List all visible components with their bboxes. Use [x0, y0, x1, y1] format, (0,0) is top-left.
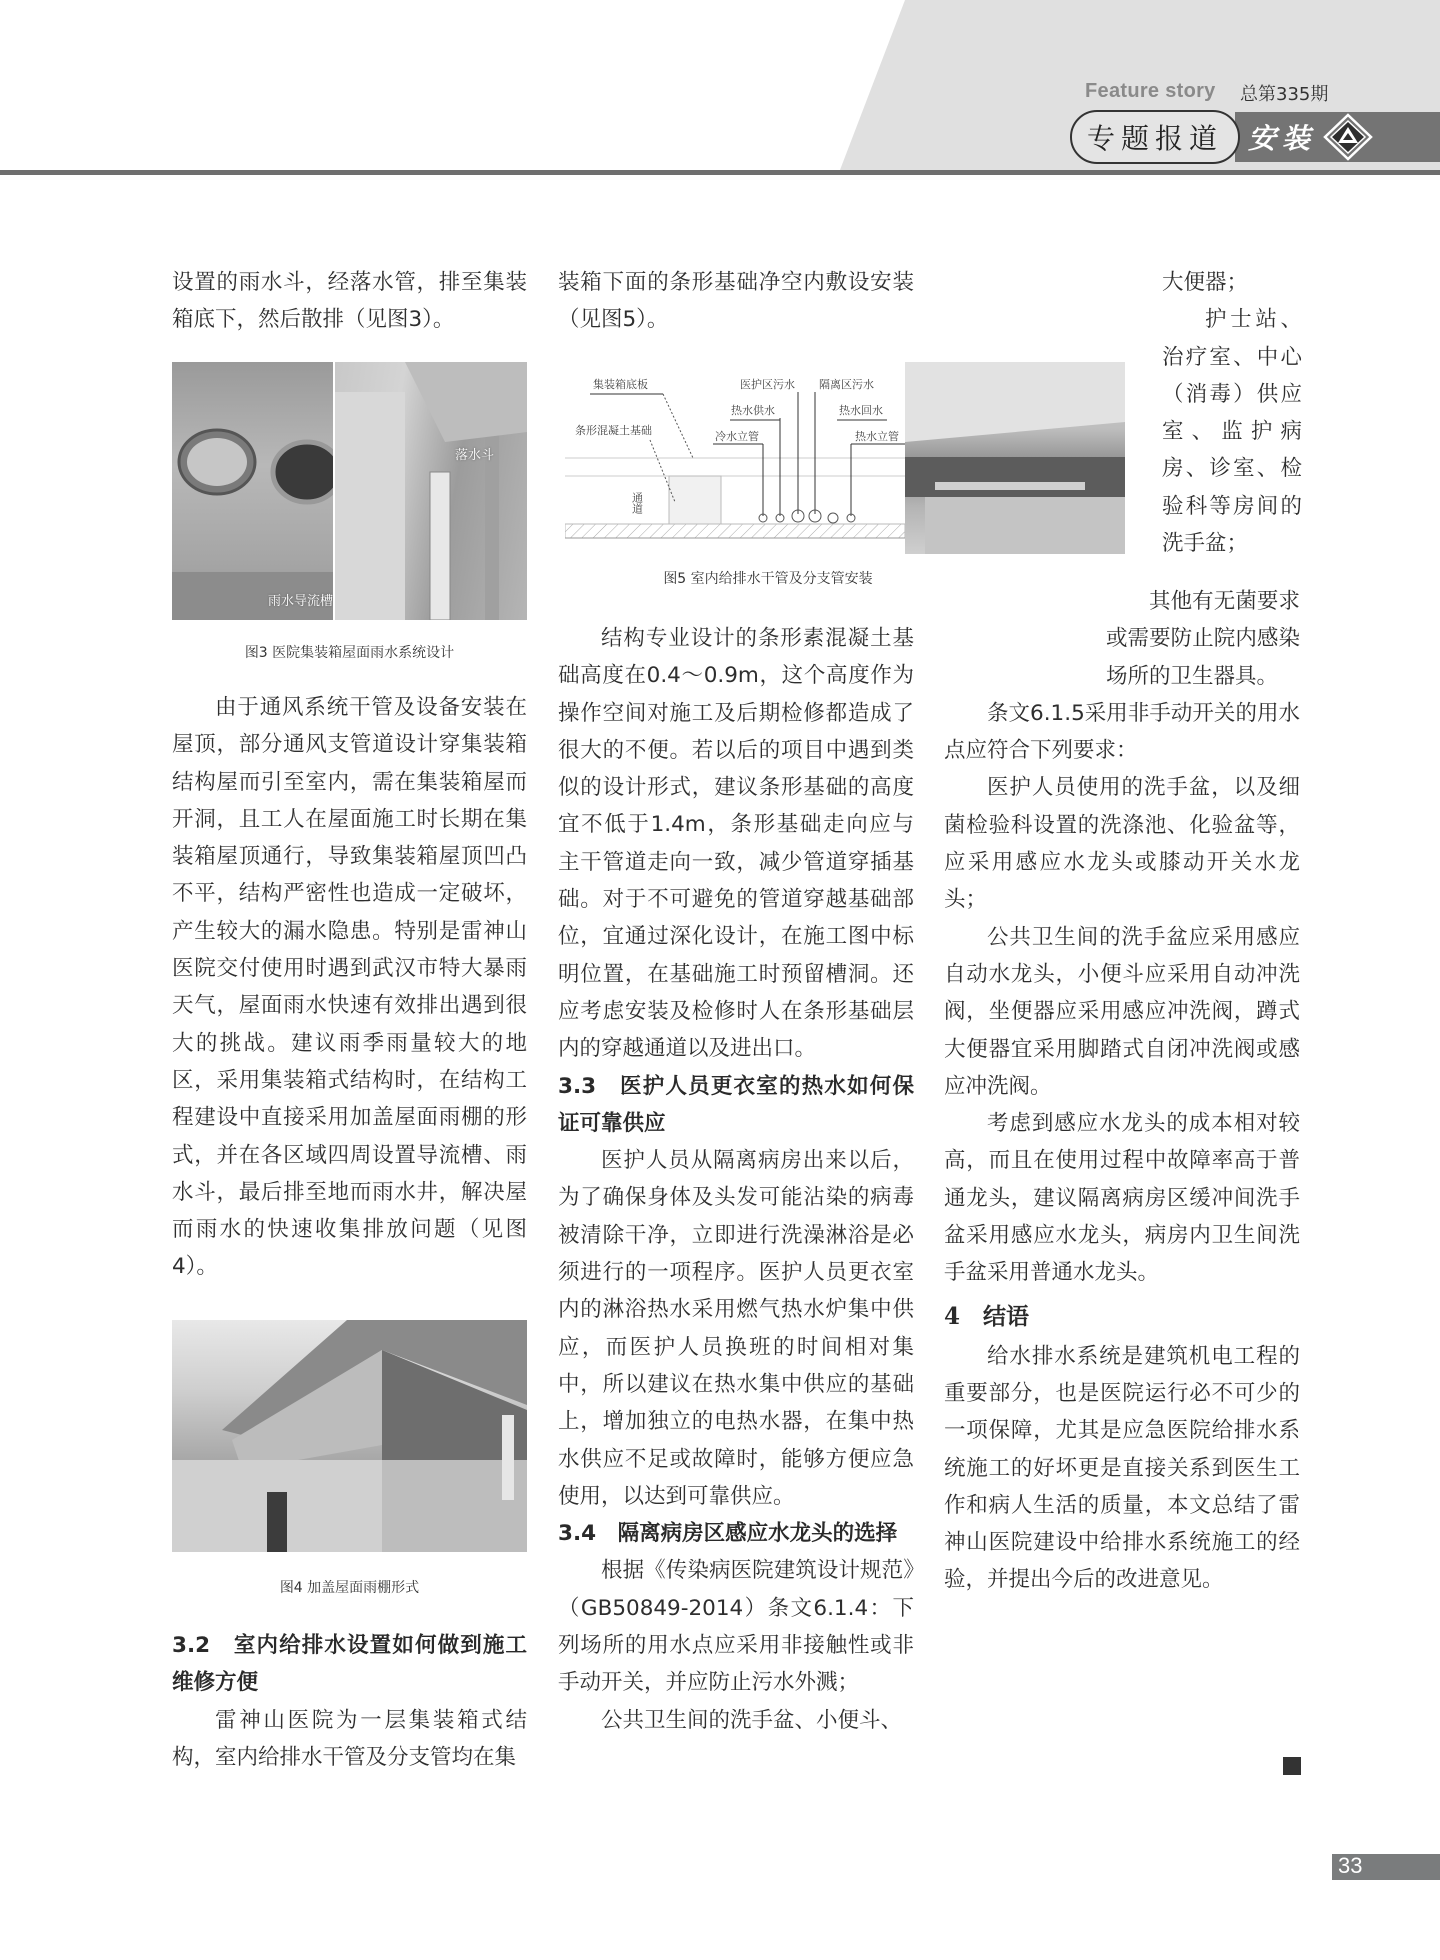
paragraph: 公共卫生间的洗手盆、小便斗、	[601, 1707, 903, 1733]
diagram-label: 通道	[630, 492, 644, 514]
diagram-label: 热水供水	[731, 404, 775, 417]
section-heading-3-3: 3.3 医护人员更衣室的热水如何保证可靠供应	[558, 1073, 914, 1136]
diagram-label: 热水立管	[855, 430, 899, 443]
column-1-top	[172, 264, 527, 339]
section-heading-4: 4 结语	[944, 1302, 1030, 1330]
diagram-label: 隔离区污水	[819, 378, 874, 391]
diagram-label: 冷水立管	[715, 430, 759, 443]
section-heading-3-4: 3.4 隔离病房区感应水龙头的选择	[558, 1521, 898, 1547]
figure-5-photo	[905, 362, 1125, 554]
column-1-middle	[172, 689, 527, 1286]
paragraph: 装箱下面的条形基础净空内敷设安装（见图5）。	[558, 270, 914, 333]
page-header	[0, 0, 1440, 172]
paragraph: 条文6.1.5采用非手动开关的用水点应符合下列要求：	[944, 700, 1300, 764]
figure-4-photo	[172, 1320, 527, 1552]
issue-number: 总第335期	[1240, 84, 1329, 105]
paragraph: 公共卫生间的洗手盆应采用感应自动水龙头，小便斗应采用自动冲洗阀，坐便器应采用感应冲洗阀，蹲式大便器宜采用脚踏式自闭冲洗阀或感应冲洗阀。	[944, 924, 1300, 1099]
diagram-label: 条形混凝土基础	[575, 424, 652, 437]
pipe-installation-photo	[905, 362, 1125, 554]
paragraph: 给水排水系统是建筑机电工程的重要部分，也是医院运行必不可少的一项保障，尤其是应急医院给排水系统施工的好坏更是直接关系到医生工作和病人生活的质量，本文总结了雷神山医院建设中给排水系统施工的经验，并提出今后的改进意见。	[944, 1343, 1300, 1593]
paragraph: 考虑到感应水龙头的成本相对较高，而且在使用过程中故障率高于普通龙头，建议隔离病房区缓冲间洗手盆采用感应水龙头，病房内卫生间洗手盆采用普通水龙头。	[944, 1111, 1300, 1286]
diagram-label: 集装箱底板	[593, 378, 648, 391]
column-1-bottom	[172, 1627, 527, 1776]
figure-5-caption: 图5 室内给排水干管及分支管安装	[663, 571, 873, 587]
paragraph: 其他有无菌要求或需要防止院内感染场所的卫生器具。	[1106, 589, 1300, 689]
header-rule	[0, 170, 1440, 175]
figure-5-diagram	[565, 362, 905, 552]
magazine-emblem-icon	[1322, 112, 1374, 162]
magazine-logo-text: 安装	[1248, 122, 1317, 155]
pipe-section	[828, 513, 838, 523]
leader-line	[650, 440, 675, 502]
paragraph: 由于通风系统干管及设备安装在屋顶，部分通风支管道设计穿集装箱结构屋而引至室内，需在集装箱屋而开洞，且工人在屋面施工时长期在集装箱屋顶通行，导致集装箱屋顶凹凸不平，结构严密性也造成一定破坏，产生较大的漏水隐患。特别是雷神山医院交付使用时遇到武汉市特大暴雨天气，屋面雨水快速有效排出遇到很大的挑战。建议雨季雨量较大的地区，采用集装箱式结构时，在结构工程建设中直接采用加盖屋面雨棚的形式，并在各区域四周设置导流槽、雨水斗，最后排至地而雨水井，解决屋而雨水的快速收集排放问题（见图4）。	[172, 695, 527, 1280]
figure-3-photo-right	[335, 362, 527, 620]
column-3-narrow	[1162, 264, 1302, 562]
figure-3-label: 落水斗	[455, 448, 495, 463]
downpipe-photo	[335, 362, 527, 620]
page-number: 33	[1338, 1853, 1363, 1878]
figure-3-photo-left	[172, 362, 333, 620]
paragraph: 结构专业设计的条形素混凝土基础高度在0.4～0.9m，这个高度作为操作空间对施工及后期检修都造成了很大的不便。若以后的项目中遇到类似的设计形式，建议条形基础的高度宜不低于1.4m，条形基础走向应与主干管道走向一致，减少管道穿插基础。对于不可避免的管道穿越基础部位，宜通过深化设计，在施工图中标明位置，在基础施工时预留槽洞。还应考虑安装及检修时人在条形基础层内的穿越通道以及进出口。	[558, 626, 914, 1062]
paragraph: 护士站、治疗室、中心（消毒）供应室、监护病房、诊室、检验科等房间的洗手盆；	[1162, 307, 1302, 557]
diagram-label: 热水回水	[839, 404, 883, 417]
diagram-label: 医护区污水	[740, 378, 795, 391]
paragraph: 大便器；	[1162, 270, 1249, 295]
section-title-pill: 专题报道	[1070, 110, 1240, 164]
column-3-body	[944, 583, 1300, 1599]
section-heading-3-2: 3.2 室内给排水设置如何做到施工维修方便	[172, 1633, 527, 1696]
paragraph: 雷神山医院为一层集装箱式结构，室内给排水干管及分支管均在集	[172, 1707, 527, 1770]
figure-4-caption: 图4 加盖屋面雨棚形式	[279, 1580, 420, 1596]
roof-canopy-photo	[172, 1320, 527, 1552]
end-of-article-mark	[1283, 1757, 1301, 1775]
figure-3-caption: 图3 医院集装箱屋面雨水系统设计	[244, 645, 455, 661]
figure-3-label: 雨水导流槽	[268, 594, 333, 609]
paragraph: 医护人员使用的洗手盆，以及细菌检验科设置的洗涤池、化验盆等，应采用感应水龙头或膝动开关水龙头；	[944, 775, 1300, 913]
paragraph: 设置的雨水斗，经落水管，排至集装箱底下，然后散排（见图3）。	[172, 270, 527, 333]
column-2-top	[558, 264, 914, 339]
paragraph: 根据《传染病医院建筑设计规范》（GB50849-2014）条文6.1.4：下列场所的用水点应采用非接触性或非手动开关，并应防止污水外溅；	[558, 1558, 914, 1696]
strip-foundation	[669, 476, 721, 524]
ground-hatch	[565, 524, 905, 538]
column-2-body	[558, 620, 914, 1739]
rain-funnel-photo	[172, 362, 333, 620]
leader-line	[663, 394, 693, 458]
section-english-label: Feature story	[1085, 80, 1216, 102]
paragraph: 医护人员从隔离病房出来以后，为了确保身体及头发可能沾染的病毒被清除干净，立即进行洗澡淋浴是必须进行的一项程序。医护人员更衣室内的淋浴热水采用燃气热水炉集中供应，而医护人员换班的时间相对集中，所以建议在热水集中供应的基础上，增加独立的电热水器，在集中热水供应不足或故障时，能够方便应急使用，以达到可靠供应。	[558, 1148, 914, 1509]
